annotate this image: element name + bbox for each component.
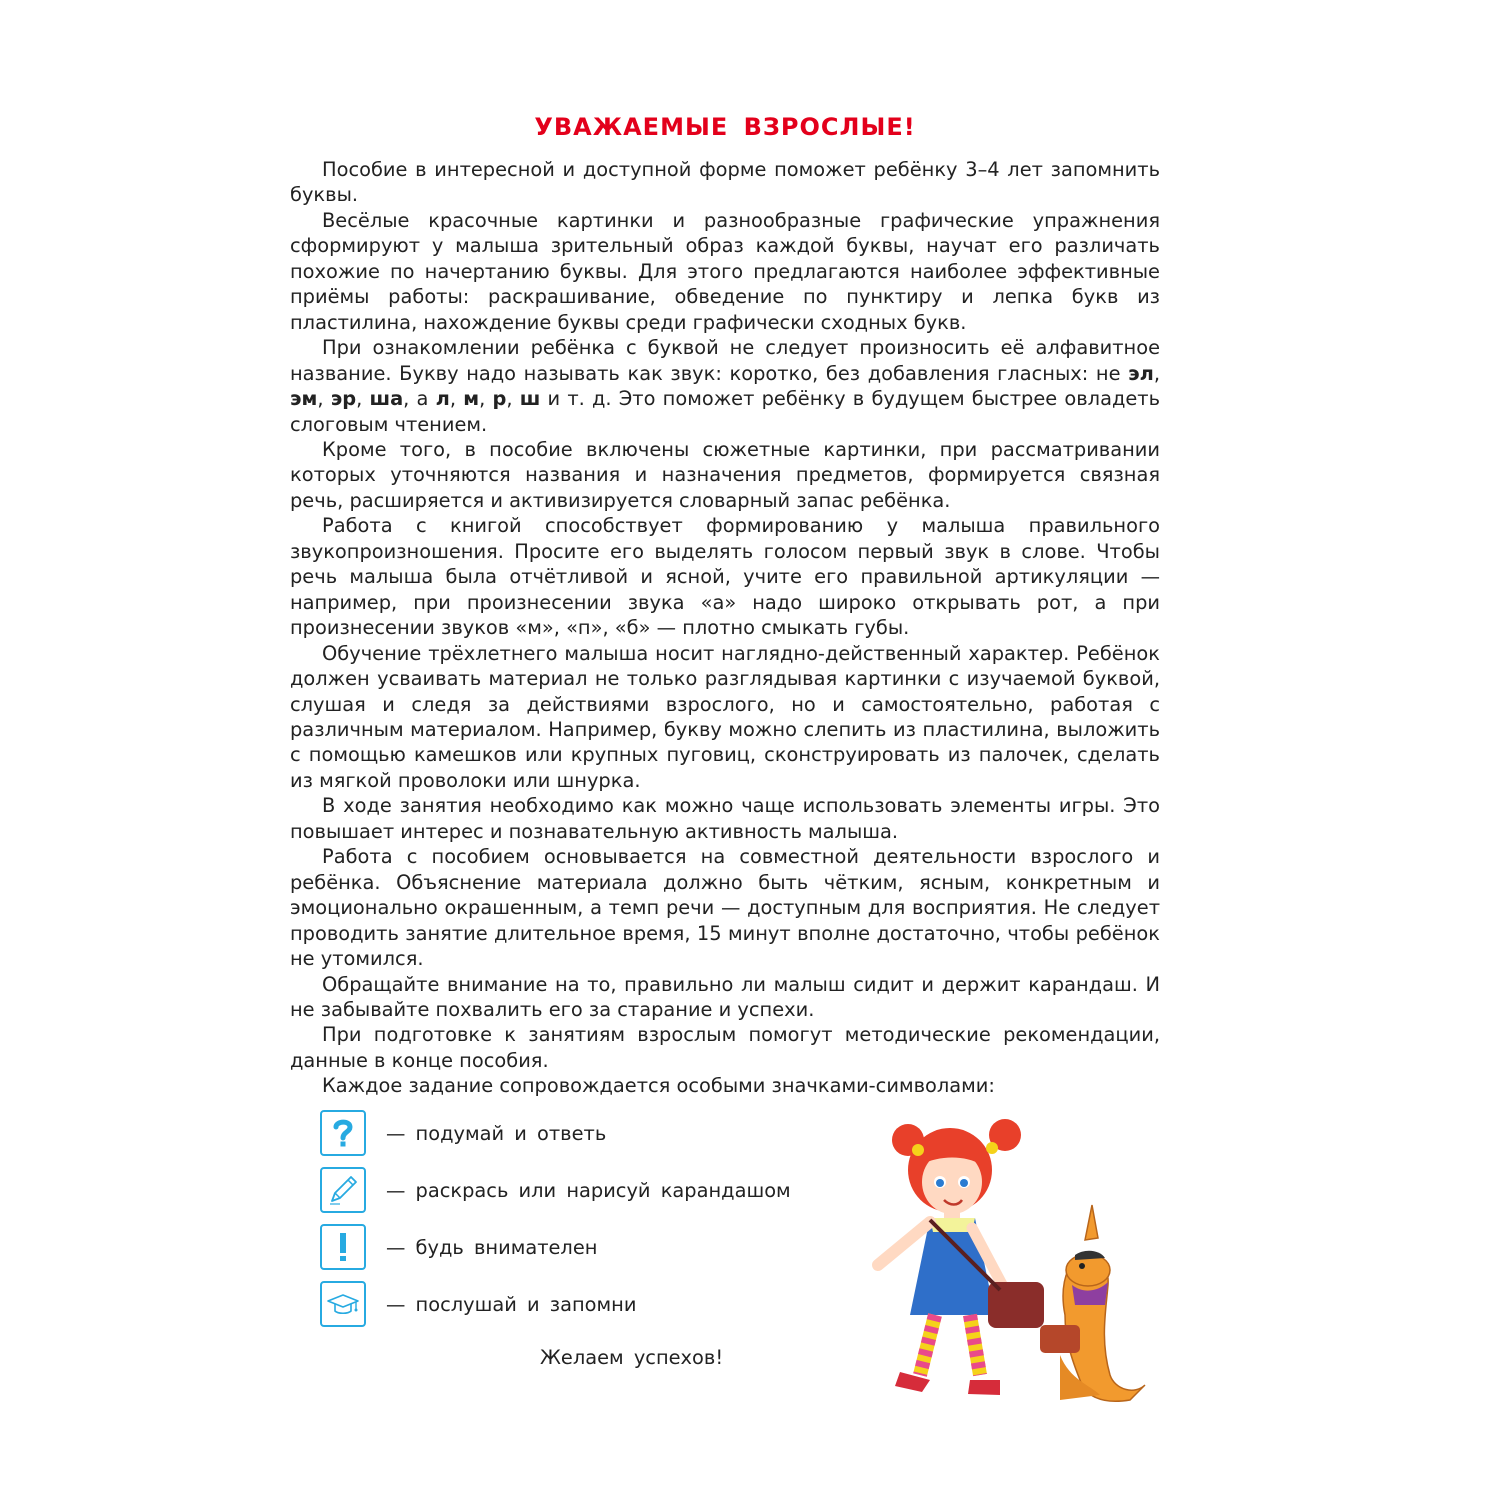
legend-label: — раскрась или нарисуй карандашом <box>386 1178 791 1202</box>
paragraph: В ходе занятия необходимо как можно чаще использовать элементы игры. Это повышает интерес и познавательную активность малыша. <box>290 794 1160 843</box>
legend-row-graduation-cap <box>320 1279 791 1329</box>
legend-row-exclamation <box>320 1222 791 1272</box>
graduation-cap-icon <box>320 1281 366 1327</box>
paragraph: Обучение трёхлетнего малыша носит наглядно-действенный характер. Ребёнок должен усваивать материал не только разглядывая картинки с изучаемой буквой, слушая и следя за действиями взрослого, но и самостоятельно, работая с различным материалом. Например, букву можно слепить из пластилина, выложить с помощью камешков или крупных пуговиц, сконструировать из палочек, сделать из мягкой проволоки или шнурка. <box>290 641 1160 792</box>
legend-label: — послушай и запомни <box>386 1292 637 1316</box>
paragraph: Кроме того, в пособие включены сюжетные картинки, при рассматривании которых уточняются названия и назначения предметов, формируется связная речь, расширяется и активизируется словарный запас ребёнка. <box>290 437 1160 512</box>
paragraph-letters: При ознакомлении ребёнка с буквой не следует произносить её алфавитное название. Букву надо называть как звук: коротко, без добавления гласных: не эл, эм, эр, ша, а л, м, р, ш и т. д. Это поможет ребёнку в будущем быстрее овладеть слоговым чтением. <box>290 336 1161 436</box>
legend-row-pencil <box>320 1165 791 1215</box>
paragraph: Весёлые красочные картинки и разнообразные графические упражнения сформируют у малыша зрительный образ каждой буквы, научат его различать похожие по начертанию буквы. Для этого предлагаются наиболее эффективные приёмы работы: раскрашивание, обведение по пунктиру и лепка букв из пластилина, нахождение буквы среди графически сходных букв. <box>290 208 1160 334</box>
legend-label: — подумай и ответь <box>386 1121 607 1145</box>
paragraph: При подготовке к занятиям взрослым помогут методические рекомендации, данные в конце пособия. <box>290 1023 1160 1072</box>
paragraph: Обращайте внимание на то, правильно ли малыш сидит и держит карандаш. И не забывайте похвалить его за старание и успехи. <box>290 972 1160 1021</box>
legend-row-question <box>320 1108 791 1158</box>
symbol-legend <box>320 1108 791 1336</box>
paragraph: Работа с пособием основывается на совместной деятельности взрослого и ребёнка. Объяснение материала должно быть чётким, ясным, конкретным и эмоционально окрашенным, а темп речи — доступным для восприятия. Не следует проводить занятие длительное время, 15 минут вполне достаточно, чтобы ребёнок не утомился. <box>290 845 1160 971</box>
closing-wish: Желаем успехов! <box>540 1346 724 1369</box>
kangaroo-illustration <box>1040 1205 1145 1401</box>
paragraph: Пособие в интересной и доступной форме поможет ребёнку 3–4 лет запомнить буквы. <box>290 158 1160 207</box>
question-icon <box>320 1110 366 1156</box>
legend-label: — будь внимателен <box>386 1235 598 1259</box>
girl-illustration <box>878 1119 1044 1395</box>
body-text <box>290 157 1160 1099</box>
exclamation-icon <box>320 1224 366 1270</box>
page-title: УВАЖАЕМЫЕ ВЗРОСЛЫЕ! <box>534 113 916 141</box>
girl-and-kangaroo-illustration <box>860 1110 1160 1410</box>
pencil-icon <box>320 1167 366 1213</box>
paragraph-legend-intro: Каждое задание сопровождается особыми значками-символами: <box>322 1074 995 1098</box>
paragraph: Работа с книгой способствует формированию у малыша правильного звукопроизношения. Просите его выделять голосом первый звук в слове. Чтобы речь малыша была отчётливой и ясной, учите его правильной артикуляции — например, при произнесении звука «а» надо широко открывать рот, а при произнесении звуков «м», «п», «б» — плотно смыкать губы. <box>290 514 1160 640</box>
